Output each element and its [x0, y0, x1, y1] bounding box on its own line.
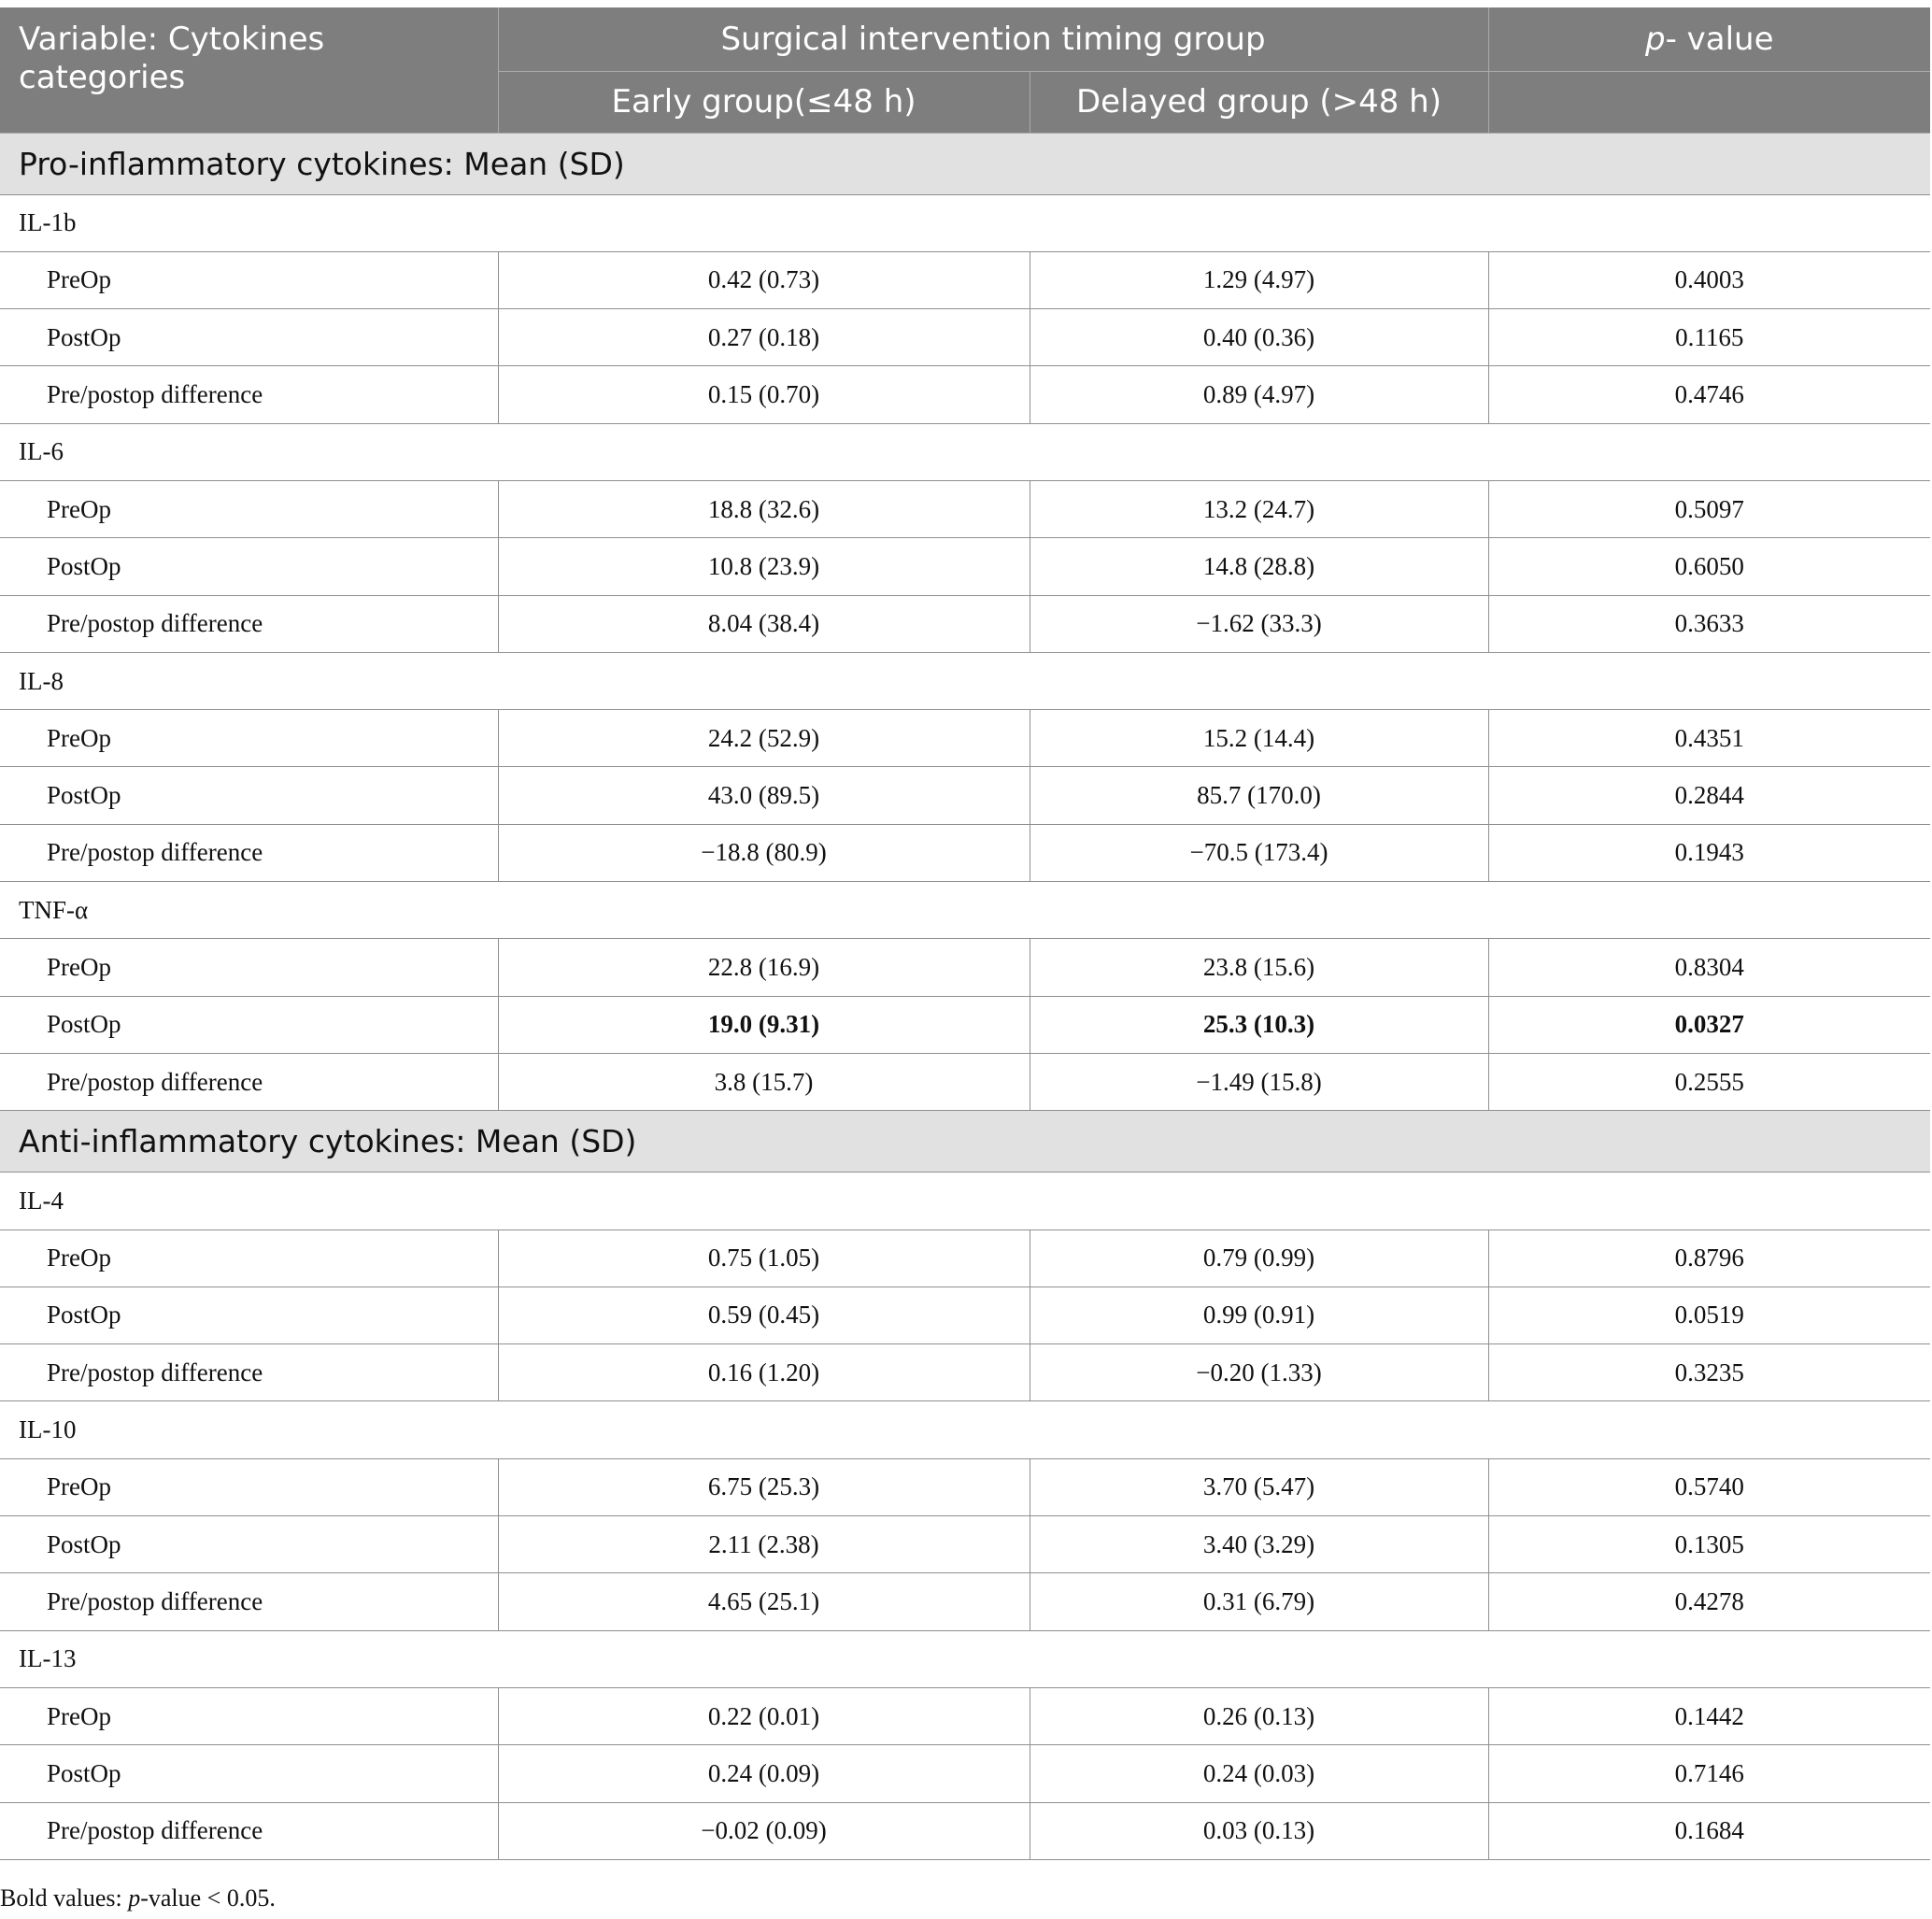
row-label: Pre/postop difference — [0, 1344, 498, 1401]
early-value: 0.75 (1.05) — [498, 1230, 1030, 1286]
cytokine-group-row — [0, 882, 1930, 939]
table-row — [0, 1745, 1930, 1802]
header-row-1 — [0, 7, 1930, 71]
row-label: PreOp — [0, 480, 498, 537]
table-row — [0, 1687, 1930, 1744]
row-label: PreOp — [0, 939, 498, 996]
row-label: PreOp — [0, 710, 498, 767]
delayed-value: 0.03 (0.13) — [1030, 1802, 1488, 1859]
row-label: PostOp — [0, 309, 498, 366]
row-label: Pre/postop difference — [0, 1053, 498, 1110]
table-row — [0, 366, 1930, 423]
row-label: PreOp — [0, 1230, 498, 1286]
cytokine-name: TNF-α — [0, 882, 1930, 939]
p-value: 0.1943 — [1488, 824, 1930, 881]
table-row — [0, 538, 1930, 595]
delayed-value: 13.2 (24.7) — [1030, 480, 1488, 537]
table-row — [0, 824, 1930, 881]
cytokine-name: IL-8 — [0, 652, 1930, 709]
early-value: 19.0 (9.31) — [498, 996, 1030, 1053]
early-value: 0.27 (0.18) — [498, 309, 1030, 366]
row-label: PostOp — [0, 1286, 498, 1343]
p-value: 0.4278 — [1488, 1573, 1930, 1630]
p-value: 0.0519 — [1488, 1286, 1930, 1343]
p-value: 0.5740 — [1488, 1458, 1930, 1515]
delayed-group-header: Delayed group (>48 h) — [1030, 71, 1488, 133]
table-row — [0, 251, 1930, 308]
early-value: 10.8 (23.9) — [498, 538, 1030, 595]
cytokine-group-row — [0, 423, 1930, 480]
table-row — [0, 595, 1930, 652]
p-value: 0.3633 — [1488, 595, 1930, 652]
delayed-value: 1.29 (4.97) — [1030, 251, 1488, 308]
p-value: 0.7146 — [1488, 1745, 1930, 1802]
table-row — [0, 1802, 1930, 1859]
delayed-value: 3.70 (5.47) — [1030, 1458, 1488, 1515]
p-rest: - value — [1665, 20, 1774, 58]
cytokine-group-row — [0, 1630, 1930, 1687]
delayed-value: −1.62 (33.3) — [1030, 595, 1488, 652]
early-value: 0.59 (0.45) — [498, 1286, 1030, 1343]
early-value: 24.2 (52.9) — [498, 710, 1030, 767]
table-row — [0, 767, 1930, 824]
p-value: 0.2844 — [1488, 767, 1930, 824]
delayed-value: 0.40 (0.36) — [1030, 309, 1488, 366]
row-label: Pre/postop difference — [0, 366, 498, 423]
row-label: PostOp — [0, 1516, 498, 1573]
table-row — [0, 1573, 1930, 1630]
delayed-value: 0.79 (0.99) — [1030, 1230, 1488, 1286]
table-row — [0, 1344, 1930, 1401]
delayed-value: 0.26 (0.13) — [1030, 1687, 1488, 1744]
early-value: 3.8 (15.7) — [498, 1053, 1030, 1110]
early-value: 43.0 (89.5) — [498, 767, 1030, 824]
p-value: 0.3235 — [1488, 1344, 1930, 1401]
row-label: PostOp — [0, 538, 498, 595]
table-header — [0, 7, 1930, 133]
early-value: 0.22 (0.01) — [498, 1687, 1030, 1744]
variable-header: Variable: Cytokines categories — [0, 7, 498, 133]
early-group-header: Early group(≤48 h) — [498, 71, 1030, 133]
cytokine-group-row — [0, 194, 1930, 251]
delayed-value: 14.8 (28.8) — [1030, 538, 1488, 595]
delayed-value: 0.99 (0.91) — [1030, 1286, 1488, 1343]
row-label: Pre/postop difference — [0, 1573, 498, 1630]
cytokine-group-row — [0, 1173, 1930, 1230]
p-value: 0.8796 — [1488, 1230, 1930, 1286]
table-row — [0, 1458, 1930, 1515]
group-header: Surgical intervention timing group — [498, 7, 1488, 71]
row-label: Pre/postop difference — [0, 1802, 498, 1859]
table-row — [0, 1516, 1930, 1573]
row-label: PostOp — [0, 996, 498, 1053]
delayed-value: 0.24 (0.03) — [1030, 1745, 1488, 1802]
p-value: 0.4746 — [1488, 366, 1930, 423]
p-value: 0.8304 — [1488, 939, 1930, 996]
p-value: 0.2555 — [1488, 1053, 1930, 1110]
p-value: 0.1165 — [1488, 309, 1930, 366]
p-value: 0.1442 — [1488, 1687, 1930, 1744]
p-value: 0.5097 — [1488, 480, 1930, 537]
p-value-header — [1488, 7, 1930, 71]
table-container — [0, 7, 1930, 1860]
table-row — [0, 996, 1930, 1053]
early-value: 0.42 (0.73) — [498, 251, 1030, 308]
p-value: 0.1305 — [1488, 1516, 1930, 1573]
early-value: 0.15 (0.70) — [498, 366, 1030, 423]
p-italic: p — [1644, 20, 1666, 58]
table-body — [0, 133, 1930, 1859]
cytokines-table — [0, 7, 1930, 1860]
table-row — [0, 939, 1930, 996]
table-row — [0, 1286, 1930, 1343]
p-value: 0.1684 — [1488, 1802, 1930, 1859]
p-value: 0.4003 — [1488, 251, 1930, 308]
section-title: Pro-inflammatory cytokines: Mean (SD) — [0, 133, 1930, 194]
cytokine-name: IL-10 — [0, 1401, 1930, 1458]
delayed-value: −70.5 (173.4) — [1030, 824, 1488, 881]
cytokine-name: IL-1b — [0, 194, 1930, 251]
footnote-prefix: Bold values: — [0, 1884, 129, 1912]
footnote-suffix: -value < 0.05. — [140, 1884, 276, 1912]
row-label: Pre/postop difference — [0, 824, 498, 881]
delayed-value: 85.7 (170.0) — [1030, 767, 1488, 824]
early-value: 22.8 (16.9) — [498, 939, 1030, 996]
cytokine-name: IL-6 — [0, 423, 1930, 480]
early-value: 4.65 (25.1) — [498, 1573, 1030, 1630]
cytokine-group-row — [0, 652, 1930, 709]
footnote — [0, 1884, 276, 1912]
delayed-value: −1.49 (15.8) — [1030, 1053, 1488, 1110]
row-label: PreOp — [0, 1687, 498, 1744]
footnote-p: p — [128, 1884, 141, 1912]
section-row — [0, 133, 1930, 194]
p-value: 0.6050 — [1488, 538, 1930, 595]
table-row — [0, 480, 1930, 537]
row-label: PostOp — [0, 767, 498, 824]
p-value: 0.4351 — [1488, 710, 1930, 767]
table-row — [0, 1230, 1930, 1286]
delayed-value: 25.3 (10.3) — [1030, 996, 1488, 1053]
section-row — [0, 1111, 1930, 1173]
p-value: 0.0327 — [1488, 996, 1930, 1053]
early-value: 8.04 (38.4) — [498, 595, 1030, 652]
early-value: −18.8 (80.9) — [498, 824, 1030, 881]
row-label: PostOp — [0, 1745, 498, 1802]
early-value: −0.02 (0.09) — [498, 1802, 1030, 1859]
cytokine-name: IL-13 — [0, 1630, 1930, 1687]
early-value: 0.16 (1.20) — [498, 1344, 1030, 1401]
delayed-value: −0.20 (1.33) — [1030, 1344, 1488, 1401]
early-value: 2.11 (2.38) — [498, 1516, 1030, 1573]
section-title: Anti-inflammatory cytokines: Mean (SD) — [0, 1111, 1930, 1173]
delayed-value: 23.8 (15.6) — [1030, 939, 1488, 996]
table-row — [0, 309, 1930, 366]
early-value: 6.75 (25.3) — [498, 1458, 1030, 1515]
early-value: 0.24 (0.09) — [498, 1745, 1030, 1802]
cytokine-group-row — [0, 1401, 1930, 1458]
early-value: 18.8 (32.6) — [498, 480, 1030, 537]
p-value-header-blank — [1488, 71, 1930, 133]
row-label: PreOp — [0, 1458, 498, 1515]
delayed-value: 0.31 (6.79) — [1030, 1573, 1488, 1630]
delayed-value: 0.89 (4.97) — [1030, 366, 1488, 423]
delayed-value: 3.40 (3.29) — [1030, 1516, 1488, 1573]
row-label: Pre/postop difference — [0, 595, 498, 652]
row-label: PreOp — [0, 251, 498, 308]
delayed-value: 15.2 (14.4) — [1030, 710, 1488, 767]
cytokine-name: IL-4 — [0, 1173, 1930, 1230]
table-row — [0, 710, 1930, 767]
table-row — [0, 1053, 1930, 1110]
